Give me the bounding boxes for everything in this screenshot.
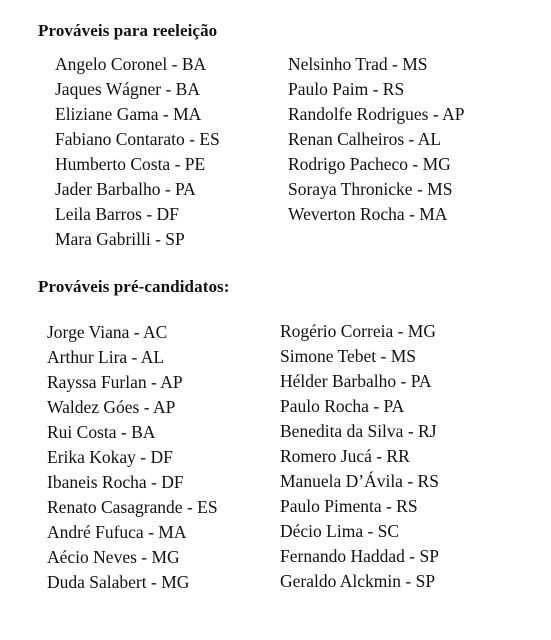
reelection-name: Soraya Thronicke - MS bbox=[288, 179, 453, 199]
precandidate-name: Paulo Rocha - PA bbox=[280, 396, 405, 416]
precandidate-name: Fernando Haddad - SP bbox=[280, 546, 439, 566]
precandidate-name: Arthur Lira - AL bbox=[47, 347, 165, 367]
precandidate-name: André Fufuca - MA bbox=[47, 522, 187, 542]
reelection-name: Jader Barbalho - PA bbox=[55, 179, 196, 199]
precandidate-name: Romero Jucá - RR bbox=[280, 446, 410, 466]
precandidate-name: Renato Casagrande - ES bbox=[47, 497, 218, 517]
precandidate-name: Rayssa Furlan - AP bbox=[47, 372, 183, 392]
precandidate-name: Décio Lima - SC bbox=[280, 521, 400, 541]
precandidate-name: Erika Kokay - DF bbox=[47, 447, 173, 467]
reelection-name: Nelsinho Trad - MS bbox=[288, 54, 428, 74]
precandidate-name: Simone Tebet - MS bbox=[280, 346, 417, 366]
precandidate-name: Hélder Barbalho - PA bbox=[280, 371, 432, 391]
reelection-name: Paulo Paim - RS bbox=[288, 79, 405, 99]
reelection-name: Randolfe Rodrigues - AP bbox=[288, 104, 465, 124]
reelection-name: Humberto Costa - PE bbox=[55, 154, 206, 174]
reelection-name: Leila Barros - DF bbox=[55, 204, 179, 224]
precandidate-name: Jorge Viana - AC bbox=[47, 322, 168, 342]
reelection-name: Jaques Wágner - BA bbox=[55, 79, 200, 99]
precandidate-name: Waldez Góes - AP bbox=[47, 397, 176, 417]
precandidate-name: Geraldo Alckmin - SP bbox=[280, 571, 436, 591]
reelection-name: Renan Calheiros - AL bbox=[288, 129, 442, 149]
reelection-name: Fabiano Contarato - ES bbox=[55, 129, 220, 149]
precandidate-name: Benedita da Silva - RJ bbox=[280, 421, 437, 441]
reelection-name: Mara Gabrilli - SP bbox=[55, 229, 185, 249]
precandidates-heading: Prováveis pré-candidatos: bbox=[38, 277, 230, 296]
reelection-name: Eliziane Gama - MA bbox=[55, 104, 202, 124]
reelection-name: Weverton Rocha - MA bbox=[288, 204, 448, 224]
reelection-list-right bbox=[288, 52, 464, 227]
precandidate-name: Duda Salabert - MG bbox=[47, 572, 190, 592]
reelection-name: Rodrigo Pacheco - MG bbox=[288, 154, 451, 174]
precandidate-name: Manuela D’Ávila - RS bbox=[280, 471, 439, 491]
precandidate-name: Rogério Correia - MG bbox=[280, 321, 437, 341]
reelection-name: Angelo Coronel - BA bbox=[55, 54, 207, 74]
precandidate-name: Paulo Pimenta - RS bbox=[280, 496, 418, 516]
precandidates-list-left bbox=[47, 320, 218, 595]
precandidate-name: Ibaneis Rocha - DF bbox=[47, 472, 184, 492]
precandidate-name: Aécio Neves - MG bbox=[47, 547, 180, 567]
reelection-heading: Prováveis para reeleição bbox=[38, 21, 218, 40]
reelection-list-left bbox=[55, 52, 220, 252]
precandidates-list-right bbox=[280, 319, 439, 594]
precandidate-name: Rui Costa - BA bbox=[47, 422, 156, 442]
